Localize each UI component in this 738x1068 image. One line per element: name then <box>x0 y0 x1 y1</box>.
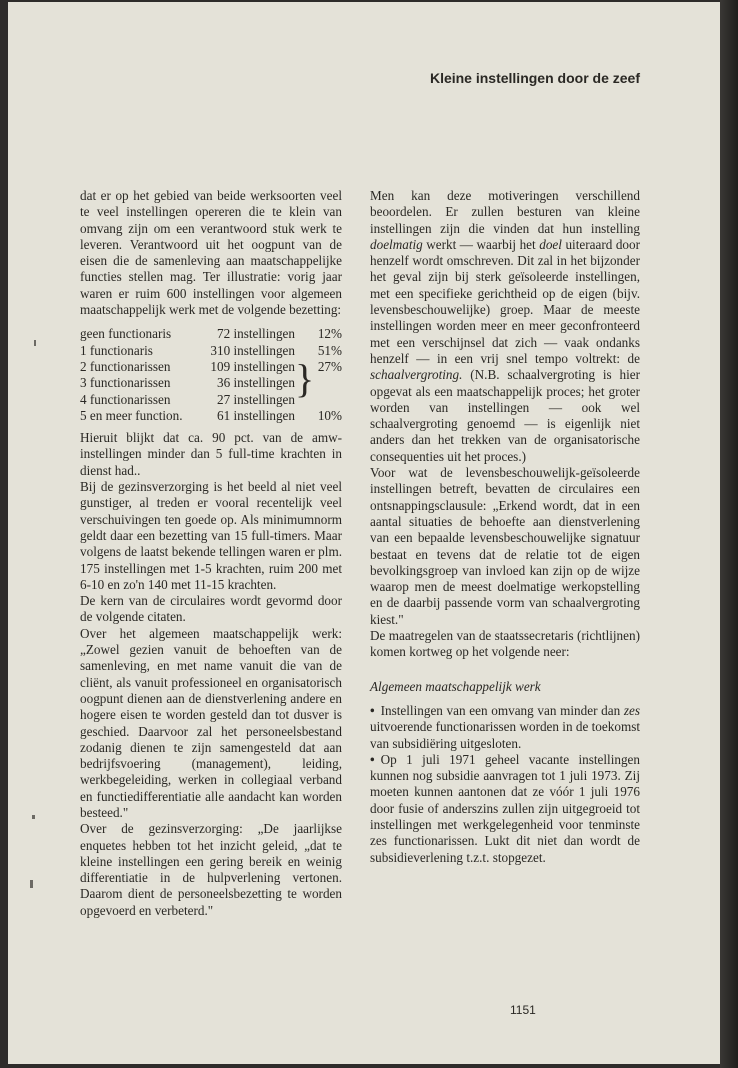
table-cell-label: 2 functionarissen <box>80 358 171 374</box>
table-cell-percentage: 51% <box>317 342 342 358</box>
left-column <box>80 188 342 919</box>
emphasis: zes <box>623 702 640 718</box>
table-row <box>80 359 342 375</box>
text-run: werkt — waarbij het <box>422 236 540 252</box>
table-cell-label: 1 functionaris <box>80 342 153 358</box>
paragraph: Hieruit blijkt dat ca. 90 pct. van de amw-instellingen minder dan 5 full-time krachten in dienst had.. <box>80 430 342 478</box>
margin-mark <box>32 815 35 819</box>
emphasis: schaalvergroting. <box>370 367 463 383</box>
bullet-item <box>370 703 640 752</box>
table-cell-count: 27 instellingen <box>216 391 295 407</box>
page-number: 1151 <box>510 1003 536 1017</box>
paragraph: De maatregelen van de staatssecretaris (richtlijnen) komen kortweg op het volgende neer: <box>370 628 640 660</box>
paragraph <box>370 188 640 465</box>
right-column <box>370 188 640 866</box>
table-cell-count: 61 instellingen <box>216 407 295 423</box>
running-header: Kleine instellingen door de zeef <box>429 70 640 86</box>
table-cell-label: 3 functionarissen <box>80 375 171 391</box>
curly-brace: } <box>295 355 315 401</box>
text-run: uiteraard door henzelf wordt omschreven. Dit zal in het bijzonder het geval zijn bij sterk geïsoleerde instellingen, met een specifieke gerichtheid op de eigen (bijv. levensbeschouwelijke) groep. Maar de meeste instellingen worden meer en meer geconfronteerd met een verschijnsel dat zich — vaak ondanks henzelf — in een vrij snel tempo voltrekt: de <box>370 236 641 366</box>
paragraph: dat er op het gebied van beide werksoorten veel te veel instellingen opereren die te klein van omvang zijn om een verantwoord stuk werk te leveren. Verantwoord uit het oogpunt van de eisen die de samenleving aan maatschappelijke functies stellen mag. Ter illustratie: vorig jaar waren er ruim 600 instellingen voor algemeen maatschappelijk werk met de volgende bezetting: <box>80 188 342 318</box>
table-cell-count: 310 instellingen <box>210 342 295 358</box>
table-cell-percentage: 27% <box>317 358 342 374</box>
margin-mark <box>30 880 33 888</box>
text-run: Men kan deze motiveringen verschillend beoordelen. Er zullen besturen van kleine instellingen zijn die vinden dat hun instelling <box>370 188 640 236</box>
text-run: Instellingen van een omvang van minder dan <box>380 702 624 718</box>
paragraph: Voor wat de levensbeschouwelijk-geïsoleerde instellingen betreft, bevatten de circulaires een ontsnappingsclausule: „Erkend wordt, dat in een aantal situaties de behoefte aan dienstverlening van een bepaalde levensbeschouwelijke signatuur bestaat en tevens dat de relatie tot de eigen bevolkingsgroep van invloed kan zijn op de wijze waarop men de meest doelmatige werkopstelling en de daarbij passende vorm van schaalvergroting kiest." <box>370 465 640 627</box>
section-subheading: Algemeen maatschappelijk werk <box>370 678 541 694</box>
table-cell-count: 109 instellingen <box>210 358 295 374</box>
table-cell-percentage: 10% <box>317 407 342 423</box>
table-row <box>80 326 342 342</box>
table-row <box>80 408 342 424</box>
page-edge-shadow <box>720 0 738 1068</box>
table-cell-label: geen functionaris <box>80 326 172 342</box>
emphasis: doelmatig <box>370 236 423 252</box>
table-cell-label: 4 functionarissen <box>80 391 171 407</box>
staffing-table <box>80 326 342 424</box>
text-run: (N.B. schaalvergroting is hier opgevat als een maatschappelijk proces; het groter worden van instellingen — ook wel schaalvergroting genoemd — is eigenlijk niet anders dan het trekken van de organisatorische consequenties uit het proces.) <box>370 367 640 464</box>
text-run: uitvoerende functionarissen worden in de toekomst van subsidiëring uitgesloten. <box>370 719 640 751</box>
table-cell-count: 36 instellingen <box>216 375 295 391</box>
paragraph: De kern van de circulaires wordt gevormd door de volgende citaten. <box>80 593 342 625</box>
bullet-item: • Op 1 juli 1971 geheel vacante instellingen kunnen nog subsidie aanvragen tot 1 juli 1973. Zij moeten kunnen aantonen dat ze vóór 1 juli 1976 door fusie of anderszins zullen zijn uitgegroeid tot instellingen met werkgelegenheid voor tenminste zes functionarissen. Lukt dit niet dan wordt de subsidieverlening t.z.t. stopgezet. <box>370 752 640 866</box>
table-cell-label: 5 en meer function. <box>80 407 183 423</box>
table-cell-percentage: 12% <box>317 326 342 342</box>
margin-mark <box>34 340 36 346</box>
table-cell-count: 72 instellingen <box>216 326 295 342</box>
paragraph: Bij de gezinsverzorging is het beeld al niet veel gunstiger, al treden er vooral recentelijk veel verschuivingen ten goede op. Als minimumnorm geldt daar een bezetting van 15 full-timers. Maar volgens de laatst bekende tellingen waren er plm. 175 instellingen met 1-5 krachten, ruim 200 met 6-10 en zo'n 140 met 11-15 krachten. <box>80 479 342 592</box>
paragraph: Over de gezinsverzorging: „De jaarlijkse enquetes hebben tot het inzicht geleid, „dat te kleine instellingen een gering bereik en weinig differentiatie in de hulpverlening vertonen. Daarom dient de personeelsbezetting te worden opgevoerd en verbeterd." <box>80 821 342 918</box>
emphasis: doel <box>539 236 562 252</box>
paragraph: Over het algemeen maatschappelijk werk: „Zowel gezien vanuit de behoeften van de samenleving, en met name vanuit die van de cliënt, als vanuit professioneel en organisatorisch oogpunt dienen aan de dienstverlening andere en hogere eisen te worden gesteld dan tot dusver is geschied. Daarvoor zal het personeelsbestand zodanig dienen te zijn samengesteld dat aan bedrijfsvoering (management), leiding, werkbegeleiding, werken in collegiaal verband en functiedifferentiatie alle aandacht kan worden besteed." <box>80 625 342 820</box>
